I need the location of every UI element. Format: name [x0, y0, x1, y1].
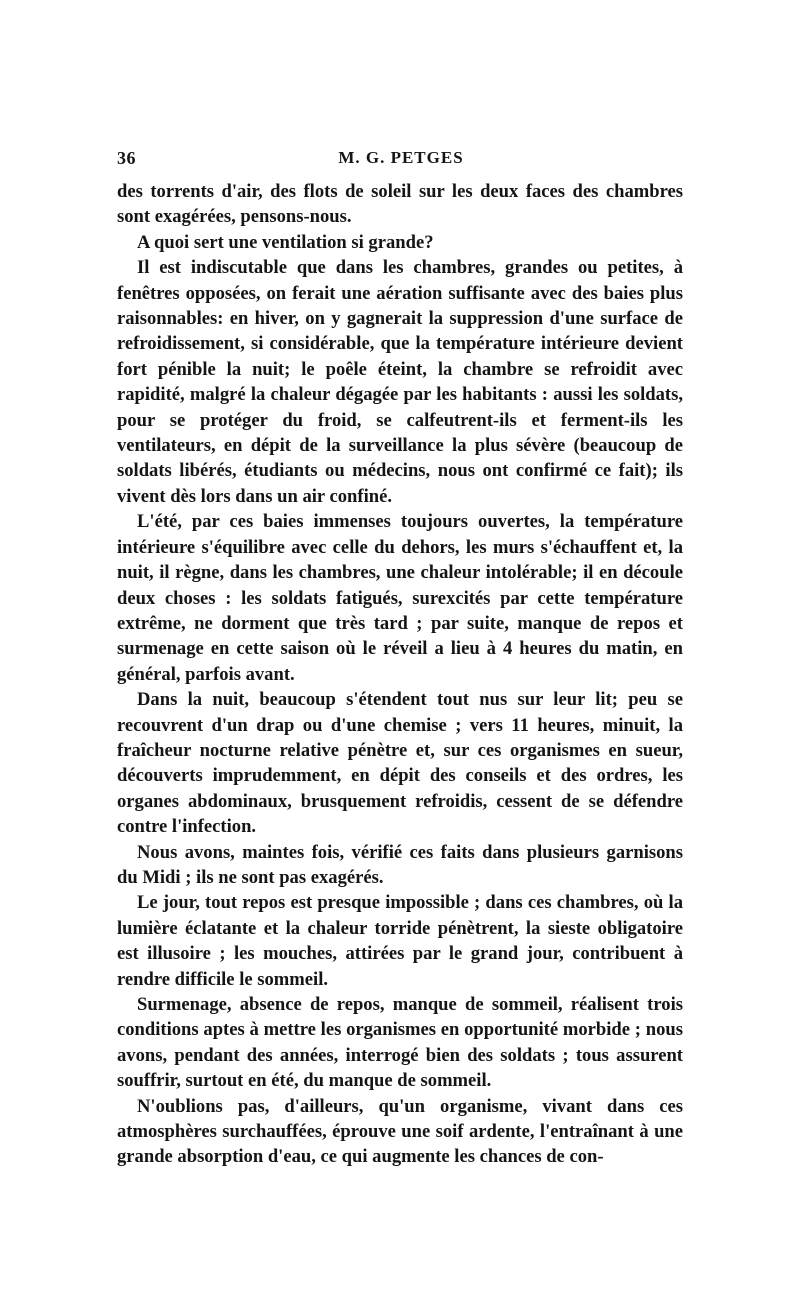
body-text: [117, 179, 683, 1170]
page-number: 36: [117, 148, 136, 168]
paragraph: N'oublions pas, d'ailleurs, qu'un organisme, vivant dans ces atmosphères surchauffées, éprouve une soif ardente, l'entraînant à une grande absorption d'eau, ce qui augmente les chances de con-: [117, 1095, 683, 1168]
paragraph-continued: des torrents d'air, des flots de soleil sur les deux faces des chambres sont exagérées, pensons-nous.: [117, 181, 683, 228]
paragraph: Il est indiscutable que dans les chambres, grandes ou petites, à fenêtres opposées, on ferait une aération suffisante avec des baies plus raisonnables: en hiver, on y gagnerait la suppression d'une surface de refroidissement, si considérable, que la température intérieure devient fort pénible la nuit; le poêle éteint, la chambre se refroidit avec rapidité, malgré la chaleur dégagée par les habitants : aussi les soldats, pour se protéger du froid, se calfeutrent-ils et ferment-ils les ventilateurs, en dépit de la surveillance la plus sévère (beaucoup de soldats libérés, étudiants ou médecins, nous ont confirmé ce fait); ils vivent dès lors dans un air confiné.: [117, 257, 683, 507]
paragraph: L'été, par ces baies immenses toujours ouvertes, la température intérieure s'équilibre avec celle du dehors, les murs s'échauffent et, la nuit, il règne, dans les chambres, une chaleur intolérable; il en découle deux choses : les soldats fatigués, surexcités par cette température extrême, ne dorment que très tard ; par suite, manque de repos et surmenage en cette saison où le réveil a lieu à 4 heures du matin, en général, parfois avant.: [117, 511, 683, 685]
paragraph: Nous avons, maintes fois, vérifié ces faits dans plusieurs garnisons du Midi ; ils ne sont pas exagérés.: [117, 841, 683, 888]
running-head: [117, 148, 685, 176]
paragraph: Surmenage, absence de repos, manque de sommeil, réalisent trois conditions aptes à mettre les organismes en opportunité morbide ; nous avons, pendant des années, interrogé bien des soldats ; tous assurent souffrir, surtout en été, du manque de sommeil.: [117, 994, 683, 1092]
paragraph: A quoi sert une ventilation si grande?: [137, 231, 434, 253]
paragraph: Dans la nuit, beaucoup s'étendent tout nus sur leur lit; peu se recouvrent d'un drap ou d'une chemise ; vers 11 heures, minuit, la fraîcheur nocturne relative pénètre et, sur ces organismes en sueur, découverts imprudemment, en dépit des conseils et des ordres, les organes abdominaux, brusquement refroidis, cessent de se défendre contre l'infection.: [117, 689, 683, 838]
running-title: M. G. PETGES: [338, 148, 464, 167]
paragraph: Le jour, tout repos est presque impossible ; dans ces chambres, où la lumière éclatante et la chaleur torride pénètrent, la sieste obligatoire est illusoire ; les mouches, attirées par le grand jour, contribuent à rendre difficile le sommeil.: [117, 892, 683, 990]
